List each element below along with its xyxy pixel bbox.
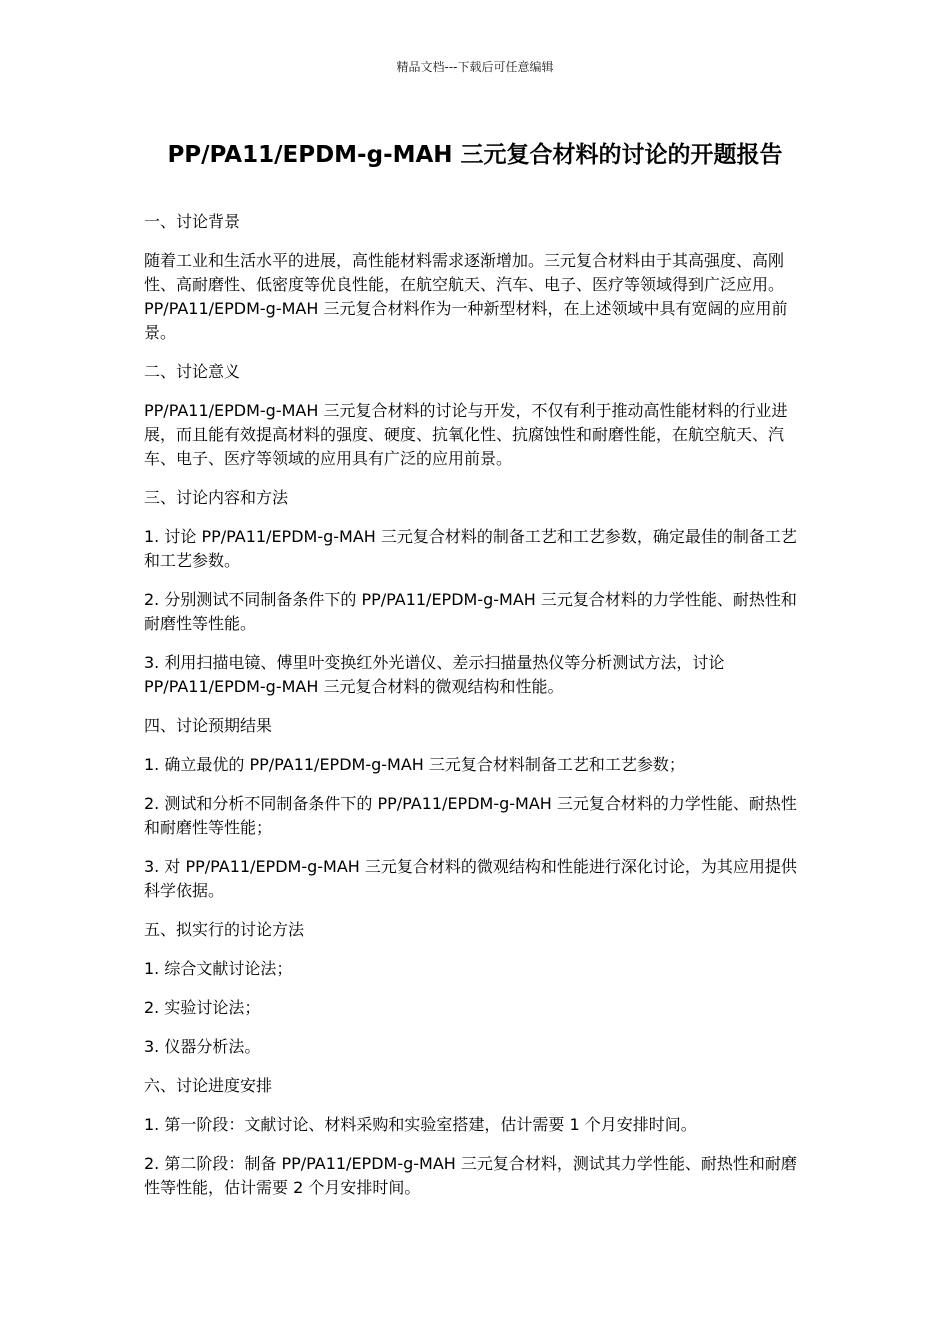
document-body	[144, 210, 809, 1215]
paragraph: PP/PA11/EPDM-g-MAH 三元复合材料的讨论与开发，不仅有利于推动高性能材料的行业进展，而且能有效提高材料的强度、硬度、抗氧化性、抗腐蚀性和耐磨性能，在航空航天、汽车、电子、医疗等领域的应用具有广泛的应用前景。	[144, 401, 788, 468]
list-item: 3. 仪器分析法。	[144, 1037, 261, 1056]
list-item: 1. 确立最优的 PP/PA11/EPDM-g-MAH 三元复合材料制备工艺和工艺参数；	[144, 755, 685, 774]
section-heading: 五、拟实行的讨论方法	[144, 920, 305, 939]
section-heading: 一、讨论背景	[144, 212, 241, 231]
list-item: 2. 测试和分析不同制备条件下的 PP/PA11/EPDM-g-MAH 三元复合材料的力学性能、耐热性和耐磨性等性能；	[144, 794, 797, 837]
document-title: PP/PA11/EPDM-g-MAH 三元复合材料的讨论的开题报告	[167, 142, 783, 168]
paragraph: 随着工业和生活水平的进展，高性能材料需求逐渐增加。三元复合材料由于其高强度、高刚性、高耐磨性、低密度等优良性能，在航空航天、汽车、电子、医疗等领域得到广泛应用。PP/PA11/EPDM-g-MAH 三元复合材料作为一种新型材料，在上述领域中具有宽阔的应用前景。	[144, 251, 788, 342]
page-header: 精品文档---下载后可任意编辑	[396, 60, 554, 74]
section-heading: 三、讨论内容和方法	[144, 488, 289, 507]
section-heading: 四、讨论预期结果	[144, 716, 273, 735]
list-item: 1. 综合文献讨论法；	[144, 959, 293, 978]
list-item: 2. 第二阶段：制备 PP/PA11/EPDM-g-MAH 三元复合材料，测试其力学性能、耐热性和耐磨性等性能，估计需要 2 个月安排时间。	[144, 1154, 797, 1197]
list-item: 3. 利用扫描电镜、傅里叶变换红外光谱仪、差示扫描量热仪等分析测试方法，讨论 PP/PA11/EPDM-g-MAH 三元复合材料的微观结构和性能。	[144, 653, 725, 696]
section-heading: 二、讨论意义	[144, 362, 241, 381]
list-item: 3. 对 PP/PA11/EPDM-g-MAH 三元复合材料的微观结构和性能进行深化讨论，为其应用提供科学依据。	[144, 857, 797, 900]
section-heading: 六、讨论进度安排	[144, 1076, 273, 1095]
list-item: 1. 讨论 PP/PA11/EPDM-g-MAH 三元复合材料的制备工艺和工艺参数，确定最佳的制备工艺和工艺参数。	[144, 527, 797, 570]
list-item: 1. 第一阶段：文献讨论、材料采购和实验室搭建，估计需要 1 个月安排时间。	[144, 1115, 697, 1134]
list-item: 2. 分别测试不同制备条件下的 PP/PA11/EPDM-g-MAH 三元复合材料的力学性能、耐热性和耐磨性等性能。	[144, 590, 797, 633]
list-item: 2. 实验讨论法；	[144, 998, 261, 1017]
